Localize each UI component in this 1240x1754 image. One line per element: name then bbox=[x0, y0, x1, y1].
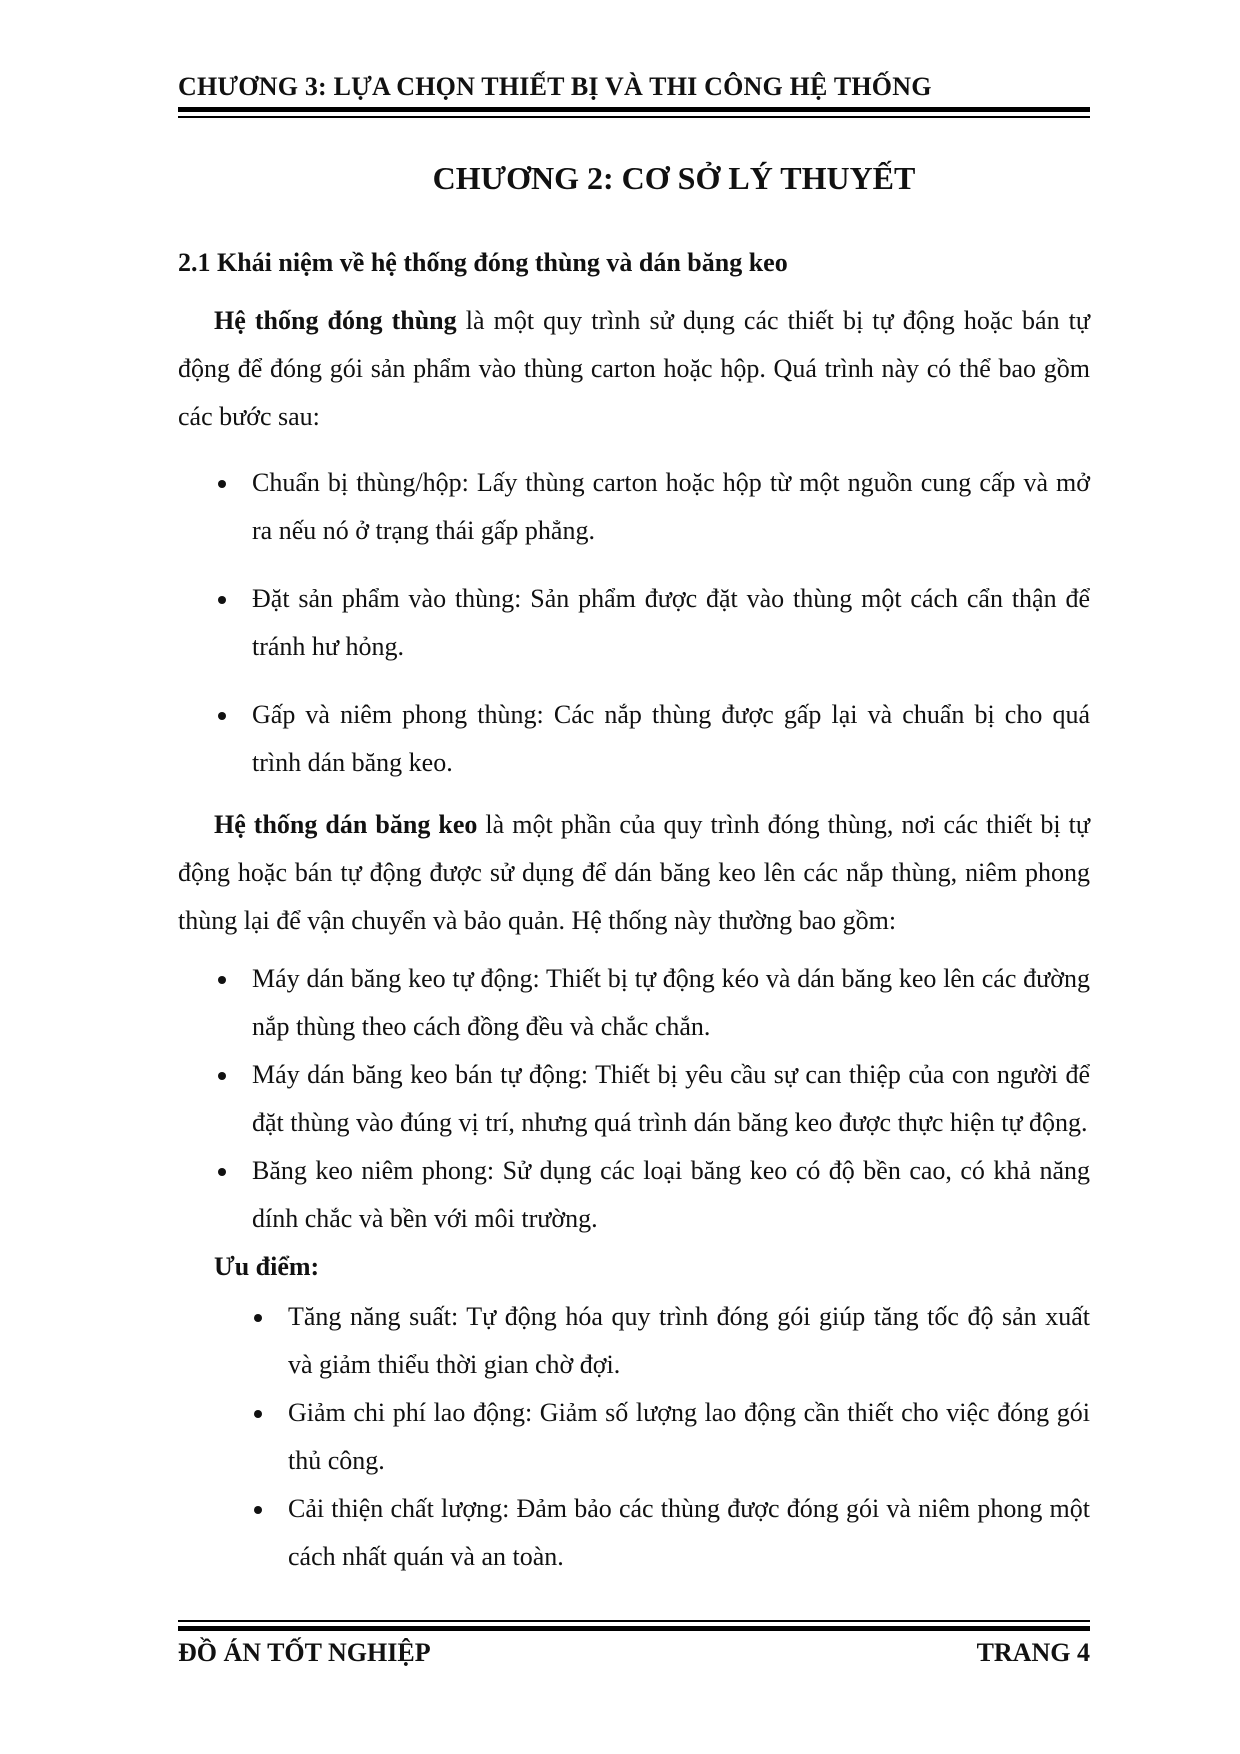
paragraph-taping-system bbox=[178, 801, 1090, 945]
packing-steps-list bbox=[178, 459, 1090, 787]
footer-rule-thick bbox=[178, 1626, 1090, 1631]
term-packing-system: Hệ thống đóng thùng bbox=[214, 306, 457, 335]
list-item-text: Giảm chi phí lao động: Giảm số lượng lao động cần thiết cho việc đóng gói thủ công. bbox=[288, 1398, 1090, 1475]
bullet-icon bbox=[254, 1410, 262, 1418]
bullet-icon bbox=[254, 1314, 262, 1322]
taping-components-list bbox=[178, 955, 1090, 1243]
bullet-icon bbox=[218, 712, 226, 720]
page-content bbox=[178, 145, 1090, 1581]
section-heading: 2.1 Khái niệm về hệ thống đóng thùng và dán băng keo bbox=[178, 248, 788, 277]
advantages-list bbox=[178, 1293, 1090, 1581]
running-header: CHƯƠNG 3: LỰA CHỌN THIẾT BỊ VÀ THI CÔNG HỆ THỐNG bbox=[178, 72, 932, 101]
footer-rule-thin bbox=[178, 1620, 1090, 1622]
term-taping-system: Hệ thống dán băng keo bbox=[214, 810, 478, 839]
list-item bbox=[178, 1389, 1090, 1485]
list-item bbox=[178, 1293, 1090, 1389]
list-item bbox=[178, 1147, 1090, 1243]
bullet-icon bbox=[218, 596, 226, 604]
list-item bbox=[178, 691, 1090, 787]
header-rule-thin bbox=[178, 116, 1090, 118]
header-rule-thick bbox=[178, 107, 1090, 112]
paragraph-text: là một phần của quy trình đóng thùng, nơi các thiết bị tự động hoặc bán tự động được sử dụng để dán băng keo lên các nắp thùng, niêm phong thùng lại để vận chuyển và bảo quản. Hệ thống này thường bao gồm: bbox=[178, 810, 1090, 935]
list-item-text: Gấp và niêm phong thùng: Các nắp thùng được gấp lại và chuẩn bị cho quá trình dán băng keo. bbox=[252, 700, 1090, 777]
bullet-icon bbox=[218, 480, 226, 488]
list-item-text: Đặt sản phẩm vào thùng: Sản phẩm được đặt vào thùng một cách cẩn thận để tránh hư hỏng. bbox=[252, 584, 1090, 661]
bullet-icon bbox=[218, 1072, 226, 1080]
bullet-icon bbox=[218, 1168, 226, 1176]
list-item bbox=[178, 575, 1090, 671]
footer-thesis-label: ĐỒ ÁN TỐT NGHIỆP bbox=[178, 1638, 431, 1667]
list-item bbox=[178, 1051, 1090, 1147]
paragraph-text: là một quy trình sử dụng các thiết bị tự động hoặc bán tự động để đóng gói sản phẩm vào thùng carton hoặc hộp. Quá trình này có thể bao gồm các bước sau: bbox=[178, 306, 1090, 431]
chapter-title: CHƯƠNG 2: CƠ SỞ LÝ THUYẾT bbox=[432, 160, 916, 196]
list-item bbox=[178, 1485, 1090, 1581]
bullet-icon bbox=[254, 1506, 262, 1514]
list-item-text: Tăng năng suất: Tự động hóa quy trình đóng gói giúp tăng tốc độ sản xuất và giảm thiểu thời gian chờ đợi. bbox=[288, 1302, 1090, 1379]
list-item bbox=[178, 955, 1090, 1051]
advantages-heading: Ưu điểm: bbox=[214, 1252, 320, 1281]
list-item bbox=[178, 459, 1090, 555]
paragraph-packing-system bbox=[178, 297, 1090, 441]
list-item-text: Chuẩn bị thùng/hộp: Lấy thùng carton hoặc hộp từ một nguồn cung cấp và mở ra nếu nó ở trạng thái gấp phẳng. bbox=[252, 468, 1090, 545]
list-item-text: Máy dán băng keo bán tự động: Thiết bị yêu cầu sự can thiệp của con người để đặt thùng vào đúng vị trí, nhưng quá trình dán băng keo được thực hiện tự động. bbox=[252, 1060, 1090, 1137]
bullet-icon bbox=[218, 976, 226, 984]
list-item-text: Cải thiện chất lượng: Đảm bảo các thùng được đóng gói và niêm phong một cách nhất quán và an toàn. bbox=[288, 1494, 1090, 1571]
list-item-text: Máy dán băng keo tự động: Thiết bị tự động kéo và dán băng keo lên các đường nắp thùng theo cách đồng đều và chắc chắn. bbox=[252, 964, 1090, 1041]
page-number: TRANG 4 bbox=[976, 1638, 1090, 1667]
list-item-text: Băng keo niêm phong: Sử dụng các loại băng keo có độ bền cao, có khả năng dính chắc và bền với môi trường. bbox=[252, 1156, 1090, 1233]
